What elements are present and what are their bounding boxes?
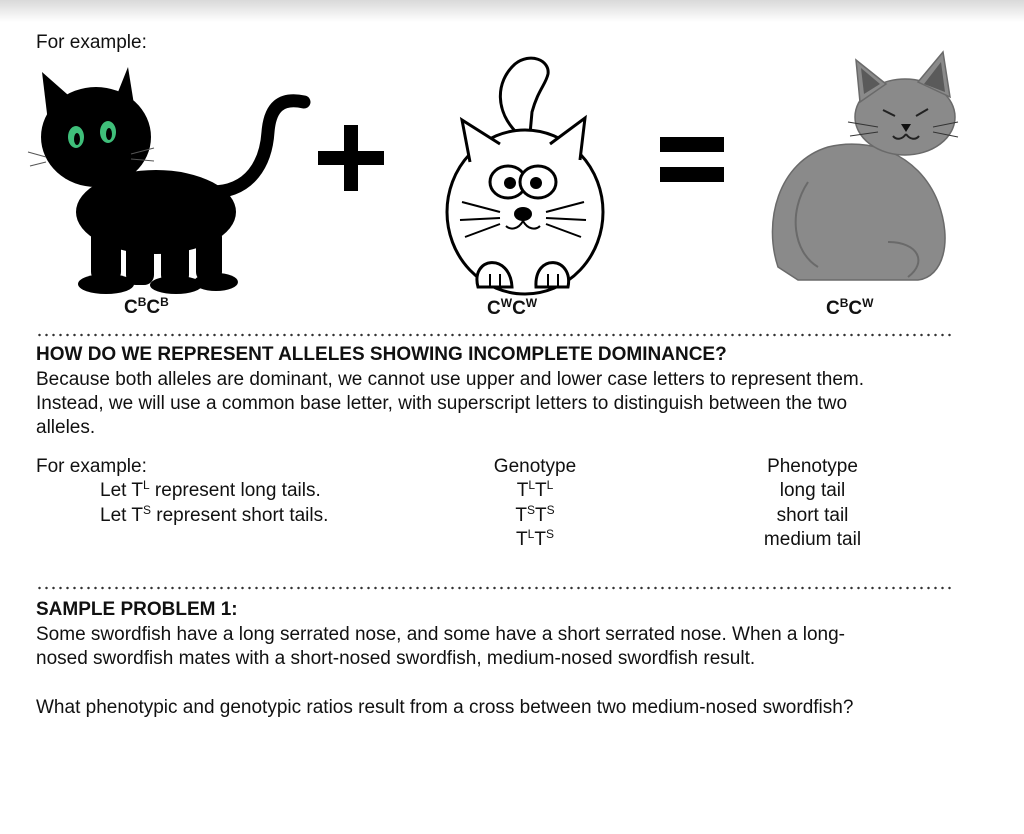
equals-sign-icon	[660, 137, 724, 183]
allele-definition-long: Let $T^L$ represent long tails.	[100, 478, 321, 501]
white-cat-illustration	[440, 52, 610, 302]
section-heading-sample-problem: SAMPLE PROBLEM 1:	[36, 599, 238, 620]
genotype-cell: $T^LT^S$	[516, 527, 554, 550]
genotype-column-header: Genotype	[493, 456, 577, 477]
section-heading-incomplete-dominance: HOW DO WE REPRESENT ALLELES SHOWING INCOMPLETE DOMINANCE?	[36, 344, 727, 365]
plus-sign-icon	[318, 125, 384, 191]
paragraph-line: Instead, we will use a common base letter, with superscript letters to distinguish between the two	[36, 393, 848, 414]
gray-cat-illustration	[768, 52, 958, 292]
intro-text: For example:	[36, 32, 147, 53]
black-cat-illustration	[36, 62, 311, 292]
phenotype-cell: long tail	[779, 480, 846, 501]
genotype-label-gray: $C^BC^W$	[826, 296, 874, 319]
example-label: For example:	[36, 456, 147, 477]
sample-question: What phenotypic and genotypic ratios result from a cross between two medium-nosed swordfish?	[36, 697, 854, 718]
dotted-divider	[36, 333, 952, 337]
allele-definition-short: Let $T^S$ represent short tails.	[100, 503, 329, 526]
paragraph-line: alleles.	[36, 417, 96, 438]
dotted-divider	[36, 586, 952, 590]
phenotype-cell: short tail	[776, 505, 849, 526]
paragraph-line: Because both alleles are dominant, we cannot use upper and lower case letters to represent them.	[36, 369, 865, 390]
genotype-label-white: $C^WC^W$	[487, 296, 538, 319]
phenotype-cell: medium tail	[763, 529, 862, 550]
phenotype-column-header: Phenotype	[767, 456, 858, 477]
genotype-cell: $T^ST^S$	[515, 503, 555, 526]
top-shadow-bar	[0, 0, 1024, 22]
genotype-cell: $T^LT^L$	[516, 478, 554, 501]
paragraph-line: nosed swordfish mates with a short-nosed swordfish, medium-nosed swordfish result.	[36, 648, 756, 669]
genotype-label-black: $C^BC^B$	[124, 295, 169, 318]
paragraph-line: Some swordfish have a long serrated nose, and some have a short serrated nose. When a long-	[36, 624, 846, 645]
